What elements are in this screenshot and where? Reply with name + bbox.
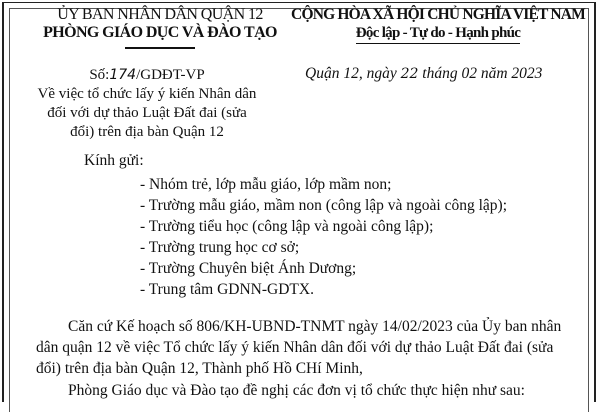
subject-line: Về việc tổ chức lấy ý kiến Nhân dân: [37, 86, 257, 102]
recipient-item: - Trường tiểu học (công lập và ngoài công lập);: [140, 218, 434, 235]
recipient-item: - Trung tâm GDNN-GDTX.: [140, 281, 314, 298]
place-and-date: [305, 65, 542, 83]
place-date-prefix: Quận 12, ngày: [305, 65, 401, 82]
document-number-prefix: Số:: [89, 67, 110, 83]
national-motto: Độc lập - Tự do - Hạnh phúc: [356, 24, 520, 44]
agency-underline: [125, 47, 195, 49]
national-title: CỘNG HÒA XÃ HỘI CHỦ NGHĨA VIỆT NAM: [291, 6, 585, 23]
place-date-suffix: tháng 02 năm 2023: [418, 65, 543, 82]
issuing-agency: PHÒNG GIÁO DỤC VÀ ĐÀO TẠO: [43, 24, 277, 41]
issuing-agency-header: [30, 6, 290, 49]
document-number: [22, 66, 272, 85]
recipient-item: - Trường mẫu giáo, mầm non (công lập và ngoài công lập);: [140, 197, 508, 214]
subject-line: đổi) trên địa bàn Quận 12: [70, 124, 224, 140]
parent-agency: ỦY BAN NHÂN DÂN QUẬN 12: [57, 6, 263, 23]
recipient-item: - Trường Chuyên biệt Ánh Dương;: [140, 260, 357, 277]
greeting: Kính gửi:: [84, 152, 144, 169]
document-number-block: [22, 66, 272, 142]
document-number-value: 174: [109, 67, 137, 83]
recipient-list: [140, 174, 507, 300]
document-number-suffix: /GDĐT-VP: [136, 67, 205, 83]
body-paragraph-basis: Căn cứ Kế hoạch số 806/KH-UBND-TNMT ngày 14/02/2023 của Ủy ban nhân dân quận 12 về việc Tổ chức lấy ý kiến Nhân dân đối với dự thảo Luật Đất đai (sửa đổi) trên địa bàn Quận 12, Thành phố Hồ CHí Minh,: [36, 318, 562, 377]
recipient-item: - Nhóm trẻ, lớp mẫu giáo, lớp mầm non;: [140, 176, 392, 193]
subject-line: đối với dự thảo Luật Đất đai (sửa: [47, 105, 247, 121]
national-motto-header: [280, 6, 596, 44]
body-paragraph-request: Phòng Giáo dục và Đào tạo đề nghị các đơn vị tổ chức thực hiện như sau:: [68, 382, 525, 399]
recipient-item: - Trường trung học cơ sở;: [140, 239, 300, 256]
handwritten-day: 22: [400, 66, 419, 82]
